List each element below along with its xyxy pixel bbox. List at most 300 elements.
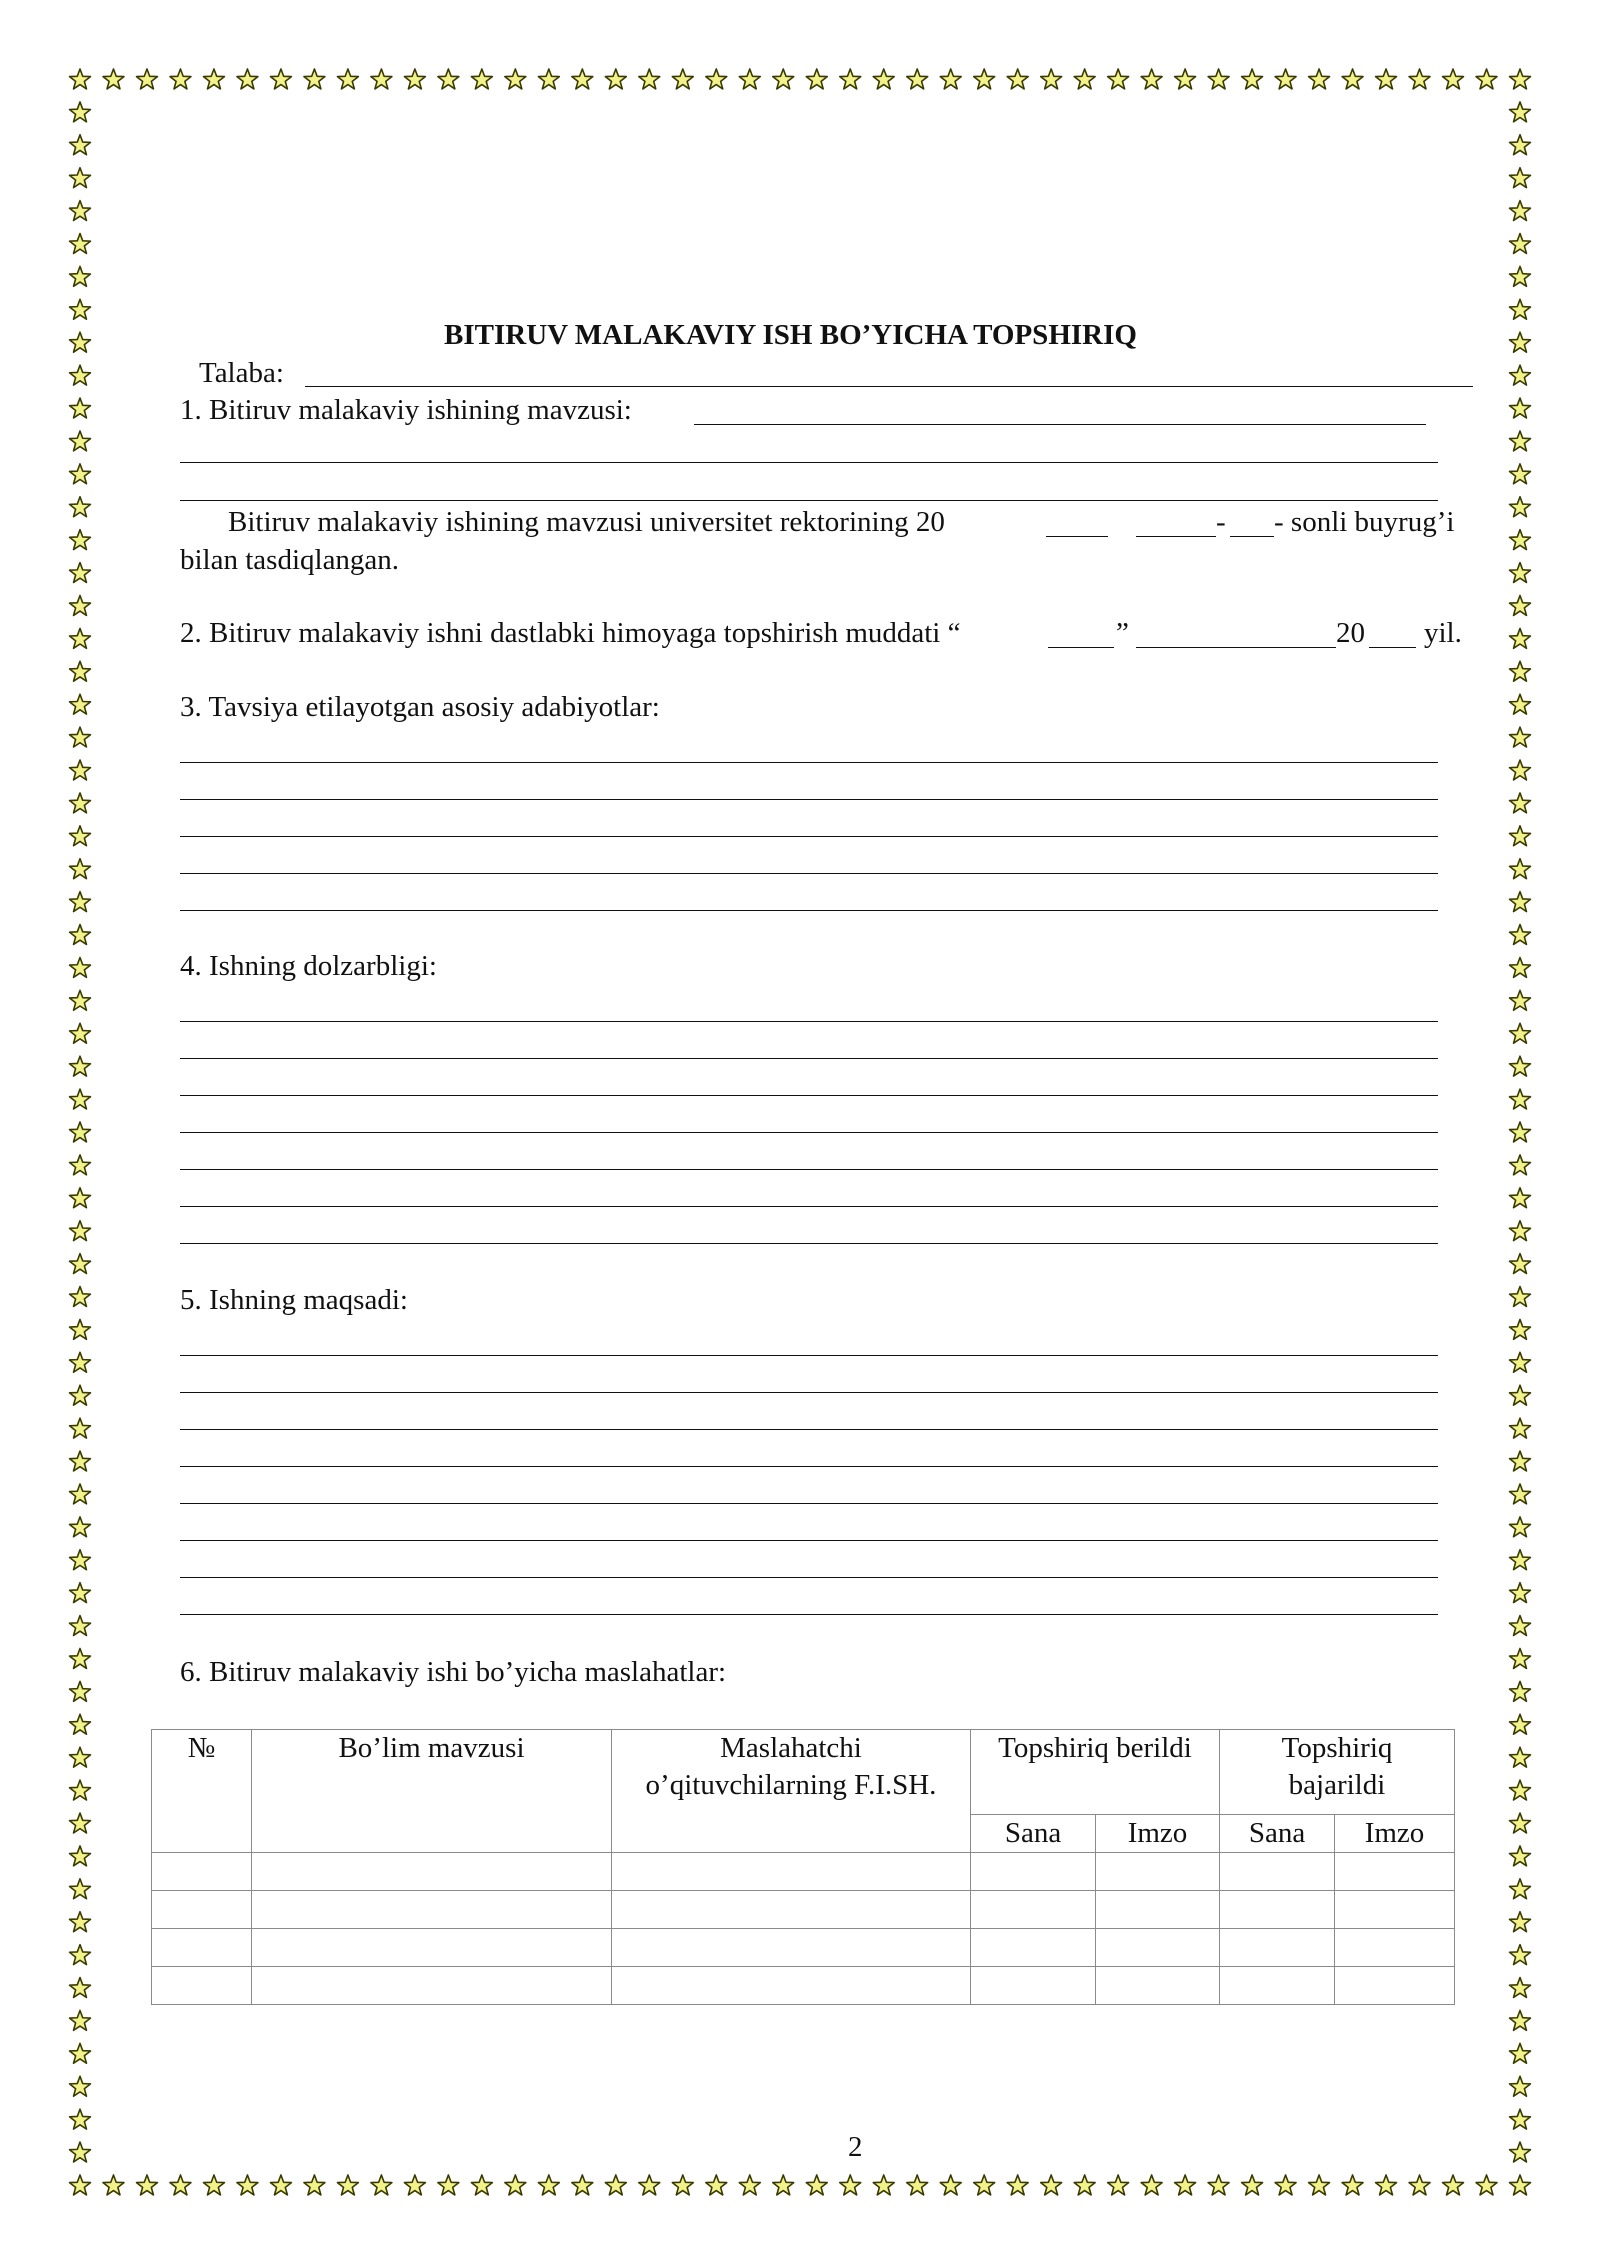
star-icon xyxy=(1342,2175,1363,2195)
table-cell[interactable] xyxy=(612,1967,971,2005)
consultations-table-wrap xyxy=(151,1729,1455,2005)
star-icon xyxy=(1510,1681,1531,1701)
star-icon xyxy=(103,2175,124,2195)
star-icon xyxy=(70,1319,91,1339)
star-icon xyxy=(1510,1056,1531,1076)
star-icon xyxy=(1175,2175,1196,2195)
star-icon xyxy=(304,69,325,89)
topic-field[interactable] xyxy=(694,424,1426,425)
star-icon xyxy=(70,1879,91,1899)
star-icon xyxy=(907,69,928,89)
star-icon xyxy=(70,661,91,681)
subheader-signature-given: Imzo xyxy=(1096,1815,1220,1853)
star-icon xyxy=(1510,1352,1531,1372)
star-icon xyxy=(70,1517,91,1537)
star-icon xyxy=(1510,1484,1531,1504)
star-icon xyxy=(1510,1846,1531,1866)
star-icon xyxy=(974,69,995,89)
star-icon xyxy=(70,2076,91,2096)
star-icon xyxy=(70,727,91,747)
star-icon xyxy=(1510,596,1531,616)
star-icon xyxy=(1510,1221,1531,1241)
star-icon xyxy=(70,1188,91,1208)
table-cell[interactable] xyxy=(252,1853,612,1891)
table-cell[interactable] xyxy=(971,1929,1096,1967)
star-icon xyxy=(70,201,91,221)
star-icon xyxy=(70,69,91,89)
star-icon xyxy=(1275,2175,1296,2195)
goal-line[interactable] xyxy=(180,1614,1438,1615)
star-icon xyxy=(605,69,626,89)
table-cell[interactable] xyxy=(252,1929,612,1967)
section-5-label: 5. Ishning maqsadi: xyxy=(180,1284,408,1316)
table-cell[interactable] xyxy=(1096,1929,1220,1967)
star-icon xyxy=(1376,69,1397,89)
star-icon xyxy=(1242,2175,1263,2195)
subheader-date-given: Sana xyxy=(971,1815,1096,1853)
star-icon xyxy=(371,2175,392,2195)
star-icon xyxy=(70,266,91,286)
topic-field-line-3[interactable] xyxy=(180,500,1438,501)
star-icon xyxy=(304,2175,325,2195)
star-icon xyxy=(1510,925,1531,945)
deadline-year-field[interactable] xyxy=(1369,647,1416,648)
table-cell[interactable] xyxy=(971,1853,1096,1891)
approval-date-field[interactable] xyxy=(1136,536,1216,537)
table-cell[interactable] xyxy=(1096,1891,1220,1929)
relevance-line[interactable] xyxy=(180,1243,1438,1244)
star-icon xyxy=(70,1978,91,1998)
star-icon xyxy=(1510,760,1531,780)
star-icon xyxy=(70,497,91,517)
table-cell[interactable] xyxy=(1096,1967,1220,2005)
star-icon xyxy=(1510,826,1531,846)
relevance-line[interactable] xyxy=(180,1206,1438,1207)
approval-number-field[interactable] xyxy=(1230,536,1274,537)
star-icon xyxy=(1510,266,1531,286)
star-icon xyxy=(1510,1583,1531,1603)
star-icon xyxy=(1510,1385,1531,1405)
star-icon xyxy=(773,69,794,89)
star-icon xyxy=(1108,2175,1129,2195)
star-icon xyxy=(739,2175,760,2195)
star-icon xyxy=(505,2175,526,2195)
star-icon xyxy=(773,2175,794,2195)
star-icon xyxy=(840,69,861,89)
star-icon xyxy=(1510,727,1531,747)
section-6-label: 6. Bitiruv malakaviy ishi bo’yicha maslahatlar: xyxy=(180,1656,727,1688)
table-row xyxy=(152,1853,1455,1891)
table-cell[interactable] xyxy=(152,1853,252,1891)
star-icon xyxy=(203,2175,224,2195)
star-icon xyxy=(572,69,593,89)
star-icon xyxy=(1443,2175,1464,2195)
star-icon xyxy=(1510,1714,1531,1734)
star-icon xyxy=(1376,2175,1397,2195)
table-cell[interactable] xyxy=(252,1967,612,2005)
star-icon xyxy=(1510,2043,1531,2063)
star-icon xyxy=(1510,694,1531,714)
star-icon xyxy=(70,398,91,418)
star-icon xyxy=(70,1089,91,1109)
table-cell[interactable] xyxy=(152,1967,252,2005)
star-icon xyxy=(70,925,91,945)
star-icon xyxy=(672,2175,693,2195)
star-icon xyxy=(70,1451,91,1471)
star-icon xyxy=(1208,2175,1229,2195)
star-icon xyxy=(1510,1287,1531,1307)
table-cell[interactable] xyxy=(152,1929,252,1967)
star-icon xyxy=(471,2175,492,2195)
star-icon xyxy=(706,2175,727,2195)
star-icon xyxy=(337,69,358,89)
star-icon xyxy=(70,1385,91,1405)
star-icon xyxy=(806,69,827,89)
star-icon xyxy=(1510,1254,1531,1274)
star-icon xyxy=(70,1254,91,1274)
star-icon xyxy=(1510,859,1531,879)
star-icon xyxy=(70,2142,91,2162)
star-icon xyxy=(70,1352,91,1372)
star-icon xyxy=(70,1780,91,1800)
star-icon xyxy=(1510,2175,1531,2195)
relevance-line[interactable] xyxy=(180,1132,1438,1133)
page-number: 2 xyxy=(848,2131,863,2163)
section-4-label: 4. Ishning dolzarbligi: xyxy=(180,950,437,982)
section-2-year-word: yil. xyxy=(1424,617,1462,649)
star-icon xyxy=(70,628,91,648)
star-icon xyxy=(70,2175,91,2195)
star-icon xyxy=(438,69,459,89)
table-cell[interactable] xyxy=(1220,1967,1335,2005)
table-cell[interactable] xyxy=(1335,1853,1455,1891)
deadline-month-field[interactable] xyxy=(1136,647,1336,648)
star-icon xyxy=(873,2175,894,2195)
approval-year-field[interactable] xyxy=(1046,536,1108,537)
star-icon xyxy=(70,530,91,550)
goal-line[interactable] xyxy=(180,1577,1438,1578)
star-icon xyxy=(1510,1418,1531,1438)
star-icon xyxy=(1510,2076,1531,2096)
star-icon xyxy=(1476,2175,1497,2195)
goal-line[interactable] xyxy=(180,1466,1438,1467)
star-icon xyxy=(237,2175,258,2195)
star-icon xyxy=(70,102,91,122)
star-icon xyxy=(1510,1978,1531,1998)
col-header-advisor: Maslahatchi o’qituvchilarning F.I.SH. xyxy=(612,1730,971,1853)
star-icon xyxy=(1510,1550,1531,1570)
star-icon xyxy=(70,1122,91,1142)
star-icon xyxy=(70,2043,91,2063)
star-icon xyxy=(1510,892,1531,912)
star-icon xyxy=(1309,69,1330,89)
star-icon xyxy=(70,1287,91,1307)
table-row xyxy=(152,1929,1455,1967)
star-icon xyxy=(70,1221,91,1241)
star-icon xyxy=(438,2175,459,2195)
table-cell[interactable] xyxy=(1220,1891,1335,1929)
star-icon xyxy=(1510,1122,1531,1142)
star-icon xyxy=(70,1056,91,1076)
section-2-quote-close: ” xyxy=(1116,617,1129,649)
star-icon xyxy=(907,2175,928,2195)
star-icon xyxy=(1510,102,1531,122)
star-icon xyxy=(974,2175,995,2195)
star-icon xyxy=(1510,398,1531,418)
star-icon xyxy=(70,694,91,714)
star-icon xyxy=(1510,365,1531,385)
star-icon xyxy=(1141,2175,1162,2195)
star-icon xyxy=(1510,1188,1531,1208)
section-2-label: 2. Bitiruv malakaviy ishni dastlabki himoyaga topshirish muddati “ xyxy=(180,617,961,649)
star-icon xyxy=(70,826,91,846)
table-cell[interactable] xyxy=(152,1891,252,1929)
star-icon xyxy=(1510,1451,1531,1471)
star-icon xyxy=(203,69,224,89)
star-icon xyxy=(672,69,693,89)
deadline-day-field[interactable] xyxy=(1048,647,1114,648)
star-icon xyxy=(70,168,91,188)
star-icon xyxy=(1007,2175,1028,2195)
star-icon xyxy=(1074,69,1095,89)
col-header-task-done: Topshiriq bajarildi xyxy=(1220,1730,1455,1815)
star-icon xyxy=(1409,2175,1430,2195)
star-icon xyxy=(70,1747,91,1767)
star-icon xyxy=(639,2175,660,2195)
star-icon xyxy=(572,2175,593,2195)
star-icon xyxy=(940,2175,961,2195)
star-icon xyxy=(1510,299,1531,319)
literature-line[interactable] xyxy=(180,873,1438,874)
star-icon xyxy=(1510,563,1531,583)
table-cell[interactable] xyxy=(1220,1929,1335,1967)
star-icon xyxy=(1510,497,1531,517)
relevance-line[interactable] xyxy=(180,1169,1438,1170)
table-cell[interactable] xyxy=(612,1891,971,1929)
star-icon xyxy=(1510,1747,1531,1767)
star-icon xyxy=(1510,431,1531,451)
star-icon xyxy=(70,1945,91,1965)
table-row xyxy=(152,1891,1455,1929)
table-cell[interactable] xyxy=(1335,1929,1455,1967)
star-icon xyxy=(270,2175,291,2195)
star-icon xyxy=(70,464,91,484)
approval-note xyxy=(228,505,945,539)
star-icon xyxy=(538,2175,559,2195)
star-icon xyxy=(1510,2109,1531,2129)
star-icon xyxy=(70,1616,91,1636)
star-icon xyxy=(70,563,91,583)
star-icon xyxy=(1510,1616,1531,1636)
star-icon xyxy=(270,69,291,89)
star-icon xyxy=(1510,1089,1531,1109)
star-icon xyxy=(1510,1517,1531,1537)
literature-line[interactable] xyxy=(180,799,1438,800)
table-cell[interactable] xyxy=(971,1967,1096,2005)
star-icon xyxy=(70,234,91,254)
table-cell[interactable] xyxy=(971,1891,1096,1929)
star-icon xyxy=(1476,69,1497,89)
star-icon xyxy=(1041,2175,1062,2195)
relevance-line[interactable] xyxy=(180,1058,1438,1059)
star-icon xyxy=(70,596,91,616)
relevance-line[interactable] xyxy=(180,1095,1438,1096)
literature-line[interactable] xyxy=(180,762,1438,763)
star-icon xyxy=(137,69,158,89)
star-icon xyxy=(170,69,191,89)
star-icon xyxy=(1108,69,1129,89)
star-icon xyxy=(1510,464,1531,484)
star-icon xyxy=(1510,1780,1531,1800)
star-icon xyxy=(806,2175,827,2195)
star-icon xyxy=(70,1155,91,1175)
star-icon xyxy=(1242,69,1263,89)
star-icon xyxy=(70,1484,91,1504)
star-icon xyxy=(1309,2175,1330,2195)
col-header-section-topic: Bo’lim mavzusi xyxy=(252,1730,612,1853)
star-icon xyxy=(1510,628,1531,648)
star-icon xyxy=(1510,530,1531,550)
star-icon xyxy=(873,69,894,89)
table-cell[interactable] xyxy=(1096,1853,1220,1891)
star-icon xyxy=(840,2175,861,2195)
col-header-number: № xyxy=(152,1730,252,1853)
star-icon xyxy=(70,1583,91,1603)
topic-field-line-2[interactable] xyxy=(180,462,1438,463)
star-icon xyxy=(1510,1649,1531,1669)
star-icon xyxy=(739,69,760,89)
star-icon xyxy=(237,69,258,89)
star-icon xyxy=(1510,1879,1531,1899)
star-icon xyxy=(1510,234,1531,254)
star-icon xyxy=(70,892,91,912)
star-icon xyxy=(404,69,425,89)
star-icon xyxy=(1510,1912,1531,1932)
star-icon xyxy=(70,1649,91,1669)
star-icon xyxy=(70,2010,91,2030)
star-icon xyxy=(1510,1023,1531,1043)
literature-line[interactable] xyxy=(180,836,1438,837)
approval-note-part3: - sonli buyrug’i xyxy=(1274,506,1455,538)
star-icon xyxy=(70,1681,91,1701)
star-icon xyxy=(1510,990,1531,1010)
subheader-date-done: Sana xyxy=(1220,1815,1335,1853)
star-icon xyxy=(1208,69,1229,89)
star-icon xyxy=(505,69,526,89)
star-icon xyxy=(1510,2010,1531,2030)
star-icon xyxy=(1510,661,1531,681)
star-icon xyxy=(471,69,492,89)
relevance-line[interactable] xyxy=(180,1021,1438,1022)
star-icon xyxy=(1510,201,1531,221)
star-icon xyxy=(940,69,961,89)
star-icon xyxy=(538,69,559,89)
section-3-label: 3. Tavsiya etilayotgan asosiy adabiyotlar: xyxy=(180,691,660,723)
star-icon xyxy=(70,793,91,813)
table-cell[interactable] xyxy=(612,1929,971,1967)
star-icon xyxy=(70,1418,91,1438)
star-icon xyxy=(70,1714,91,1734)
star-icon xyxy=(70,1813,91,1833)
star-icon xyxy=(639,69,660,89)
star-icon xyxy=(1510,793,1531,813)
star-icon xyxy=(70,990,91,1010)
goal-line[interactable] xyxy=(180,1503,1438,1504)
star-icon xyxy=(1409,69,1430,89)
star-icon xyxy=(70,299,91,319)
table-cell[interactable] xyxy=(1335,1967,1455,2005)
literature-line[interactable] xyxy=(180,910,1438,911)
star-icon xyxy=(137,2175,158,2195)
star-icon xyxy=(1510,1945,1531,1965)
consultations-table xyxy=(151,1729,1455,2005)
star-icon xyxy=(1510,1319,1531,1339)
star-icon xyxy=(1443,69,1464,89)
section-2-century: 20 xyxy=(1336,617,1365,649)
table-cell[interactable] xyxy=(612,1853,971,1891)
goal-line[interactable] xyxy=(180,1429,1438,1430)
star-icon xyxy=(1342,69,1363,89)
subheader-signature-done: Imzo xyxy=(1335,1815,1455,1853)
approval-note-line2: bilan tasdiqlangan. xyxy=(180,544,400,576)
star-icon xyxy=(1175,69,1196,89)
student-label: Talaba: xyxy=(199,357,284,389)
star-icon xyxy=(1510,957,1531,977)
star-icon xyxy=(70,1912,91,1932)
goal-line[interactable] xyxy=(180,1392,1438,1393)
star-icon xyxy=(103,69,124,89)
star-icon xyxy=(1275,69,1296,89)
star-icon xyxy=(70,1846,91,1866)
star-icon xyxy=(70,135,91,155)
table-row xyxy=(152,1967,1455,2005)
star-icon xyxy=(1510,1155,1531,1175)
star-icon xyxy=(1510,168,1531,188)
star-icon xyxy=(1074,2175,1095,2195)
star-icon xyxy=(70,365,91,385)
star-icon xyxy=(70,1550,91,1570)
star-icon xyxy=(1510,1813,1531,1833)
star-icon xyxy=(1510,2142,1531,2162)
goal-line[interactable] xyxy=(180,1355,1438,1356)
table-cell[interactable] xyxy=(252,1891,612,1929)
student-name-field[interactable] xyxy=(305,386,1473,387)
table-cell[interactable] xyxy=(1335,1891,1455,1929)
star-icon xyxy=(605,2175,626,2195)
section-1-label: 1. Bitiruv malakaviy ishining mavzusi: xyxy=(180,394,632,426)
star-icon xyxy=(1141,69,1162,89)
col-header-task-given: Topshiriq berildi xyxy=(971,1730,1220,1815)
star-icon xyxy=(170,2175,191,2195)
table-cell[interactable] xyxy=(1220,1853,1335,1891)
star-icon xyxy=(70,332,91,352)
star-icon xyxy=(70,957,91,977)
star-icon xyxy=(70,859,91,879)
goal-line[interactable] xyxy=(180,1540,1438,1541)
star-icon xyxy=(337,2175,358,2195)
star-icon xyxy=(404,2175,425,2195)
star-icon xyxy=(1510,332,1531,352)
star-icon xyxy=(1041,69,1062,89)
star-icon xyxy=(70,1023,91,1043)
document-title: BITIRUV MALAKAVIY ISH BO’YICHA TOPSHIRIQ xyxy=(444,319,1137,351)
star-icon xyxy=(1510,135,1531,155)
star-icon xyxy=(706,69,727,89)
star-icon xyxy=(70,431,91,451)
star-icon xyxy=(70,760,91,780)
star-icon xyxy=(70,2109,91,2129)
approval-note-part1: Bitiruv malakaviy ishining mavzusi universitet rektorining 20 xyxy=(228,506,945,538)
